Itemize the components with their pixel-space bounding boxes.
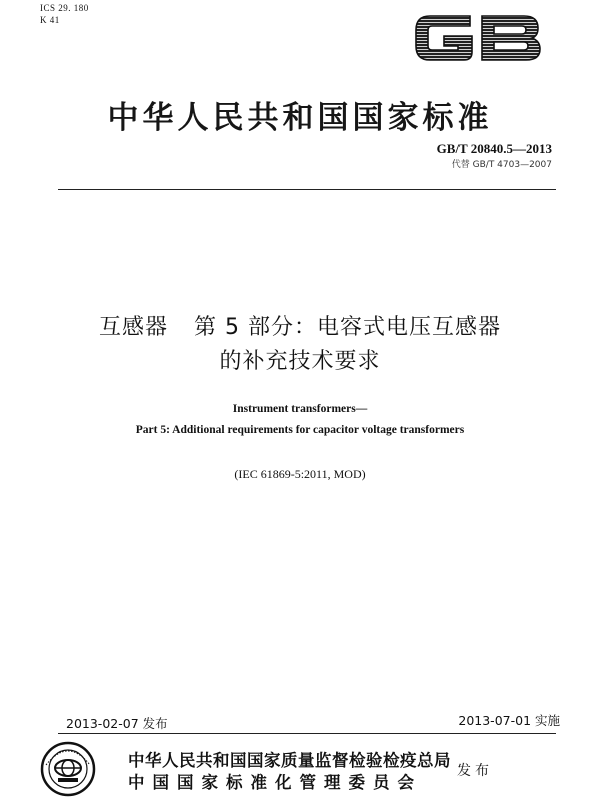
standard-number: GB/T 20840.5—2013 (436, 141, 552, 156)
gb-logo-icon (408, 6, 548, 68)
document-title-zh-line1 (0, 312, 600, 344)
classification-codes (40, 2, 89, 26)
issue-label: 发布 (457, 763, 493, 779)
header-divider (58, 189, 556, 190)
aqsiq-seal-icon (40, 741, 96, 797)
standard-title: 中华人民共和国国家标准 (107, 100, 493, 136)
footer-divider (58, 733, 556, 734)
issuer-line1: 中华人民共和国国家质量监督检验检疫总局 (128, 751, 451, 770)
replaces-standard: 代替 GB/T 4703—2007 (451, 160, 552, 170)
title-zh-part1: 互感器 (99, 315, 169, 340)
document-title-en-line2: Part 5: Additional requirements for capacitor voltage transformers (135, 424, 465, 436)
ccs-code: K 41 (40, 15, 60, 25)
title-zh-part2: 第 5 部分：电容式电压互感器 (194, 315, 501, 340)
ics-code: ICS 29. 180 (40, 3, 89, 13)
issue-date: 2013-02-07 发布 (66, 716, 168, 731)
international-equivalence: (IEC 61869-5:2011, MOD) (234, 467, 366, 481)
issuer-line2: 中国国家标准化管理委员会 (128, 773, 422, 792)
document-title-zh-line2: 的补充技术要求 (219, 349, 381, 374)
implementation-date: 2013-07-01 实施 (458, 713, 560, 728)
document-title-en-line1: Instrument transformers— (232, 403, 368, 415)
